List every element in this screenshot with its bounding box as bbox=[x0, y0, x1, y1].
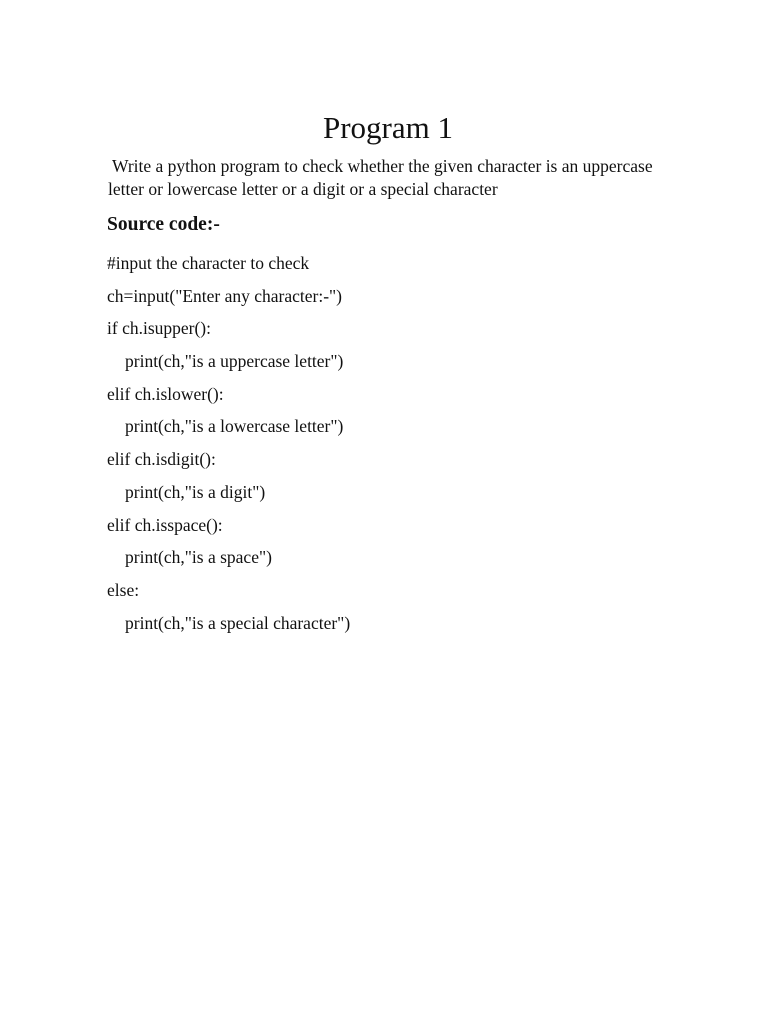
code-line-print-upper: print(ch,"is a uppercase letter") bbox=[125, 351, 344, 372]
source-code-block bbox=[107, 247, 350, 639]
code-line-elif-lower: elif ch.islower(): bbox=[107, 383, 224, 404]
source-code-heading: Source code:- bbox=[107, 214, 220, 235]
problem-statement bbox=[108, 155, 688, 201]
page-title: Program 1 bbox=[322, 110, 453, 145]
code-line-print-special: print(ch,"is a special character") bbox=[125, 612, 351, 633]
problem-statement-line: letter or lowercase letter or a digit or a special character bbox=[108, 179, 498, 199]
code-line-if-upper: if ch.isupper(): bbox=[107, 318, 211, 339]
code-line-comment: #input the character to check bbox=[107, 253, 310, 273]
code-line-print-lower: print(ch,"is a lowercase letter") bbox=[125, 416, 344, 437]
code-line-print-space: print(ch,"is a space") bbox=[125, 547, 272, 568]
code-line-elif-digit: elif ch.isdigit(): bbox=[107, 449, 216, 470]
code-line-input: ch=input("Enter any character:-") bbox=[107, 285, 343, 306]
code-line-elif-space: elif ch.isspace(): bbox=[107, 514, 223, 535]
problem-statement-line: Write a python program to check whether the given character is an uppercase bbox=[112, 156, 653, 176]
code-line-else: else: bbox=[107, 579, 140, 600]
code-line-print-digit: print(ch,"is a digit") bbox=[125, 481, 266, 502]
